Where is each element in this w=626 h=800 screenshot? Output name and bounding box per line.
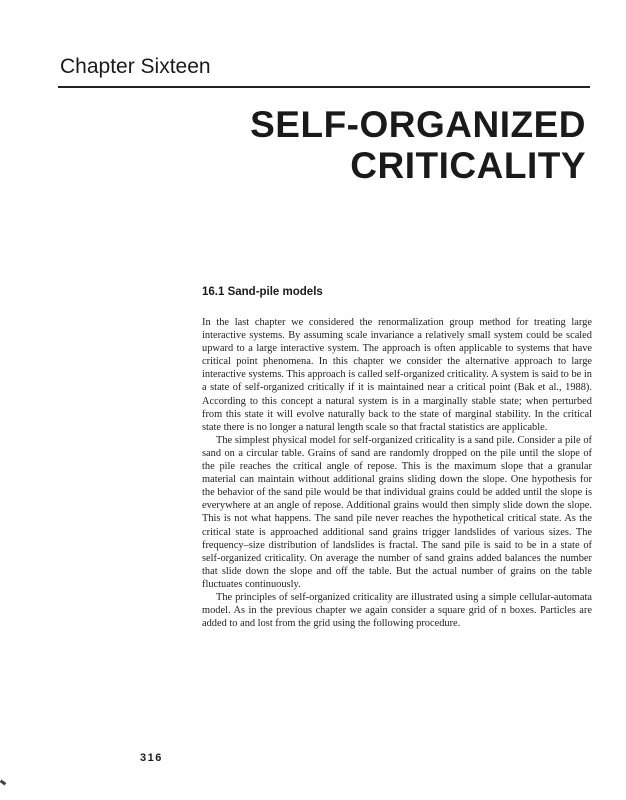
paragraph: The simplest physical model for self-organized criticality is a sand pile. Consider a pile of sand on a circular table. Grains of sand are randomly dropped on the pile until the slope of the pile reaches the critical angle of repose. This is the maximum slope that a granular material can maintain without additional grains sliding down the slope. One hypothesis for the behavior of the sand pile would be that individual grains could be added until the slope is everywhere at an angle of repose. Additional grains would then simply slide down the slope. This is not what happens. The sand pile never reaches the hypothetical critical state. As the critical state is approached additional sand grains trigger landslides of various sizes. The frequency–size distribution of landslides is fractal. The sand pile is said to be in a state of self-organized criticality. On average the number of sand grains added balances the number that slide down the slope and off the table. But the actual number of grains on the table fluctuates continuously.	[202, 434, 592, 590]
page-number: 316	[140, 752, 163, 764]
scan-mark	[0, 780, 6, 786]
body-text	[202, 316, 592, 630]
section-heading: 16.1 Sand-pile models	[202, 286, 323, 298]
chapter-label: Chapter Sixteen	[60, 55, 211, 78]
paragraph: The principles of self-organized criticality are illustrated using a simple cellular-automata model. As in the previous chapter we again consider a square grid of n boxes. Particles are added to and lost from the grid using the following procedure.	[202, 591, 592, 630]
chapter-rule	[58, 86, 590, 88]
chapter-title-line2: CRITICALITY	[350, 145, 586, 186]
chapter-title-line1: SELF-ORGANIZED	[250, 104, 586, 145]
paragraph: In the last chapter we considered the renormalization group method for treating large interactive systems. By assuming scale invariance a relatively small system could be scaled upward to a large interactive system. The approach is often applicable to systems that have critical point phenomena. In this chapter we consider the alternative approach to large interactive systems. This approach is called self-organized criticality. A system is said to be in a state of self-organized critically if it is maintained near a critical point (Bak et al., 1988). According to this concept a natural system is in a marginally stable state; when perturbed from this state it will evolve naturally back to the state of marginal stability. In the critical state there is no longer a natural length scale so that fractal statistics are applicable.	[202, 317, 592, 433]
chapter-title	[250, 104, 586, 186]
